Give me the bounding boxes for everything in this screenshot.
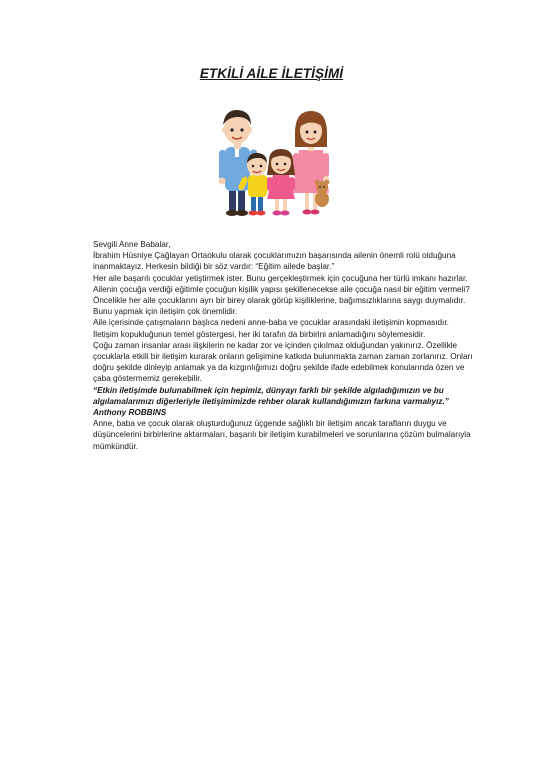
daughter-figure: [267, 149, 295, 216]
closing-paragraph: Anne, baba ve çocuk olarak oluşturduğunuz üçgende sağlıklı bir iletişim ancak tarafların duygu ve düşüncelerini birbirlerine aktarmaları, başarılı bir iletişim kurabilmeleri ve sorunlarına çözüm bulmalarıyla mümkündür.: [93, 419, 471, 451]
paragraph: Çoğu zaman insanlar arası ilişkilerin ne kadar zor ve içinden çıkılmaz olduğundan yakınırız. Özellikle çocuklarla etkili bir iletişim kurarak onların gelişimine katkıda bulunmakta zaman zaman zorlanırız. Onları doğru şekilde dinleyip anlamak ya da kızgınlığımızı doğru şekilde ifade edebilmek konularında özen ve çaba göstermemiz gerekebilir.: [93, 340, 473, 384]
letter-body: [93, 239, 473, 452]
document-title: ETKİLİ AİLE İLETİŞİMİ: [199, 66, 344, 81]
paragraph: Aile içerisinde çatışmaların başlıca nedeni anne-baba ve çocuklar arasındaki iletişimin kopmasıdır. İletişim kopukluğunun temel göstergesi, her iki tarafın da birbirini anlamadığını söylemesidir.: [93, 318, 449, 339]
paragraph: İbrahim Hüsniye Çağlayan Ortaokulu olarak çocuklarımızın başarısında ailenin önemli rolü olduğuna inanmaktayız. Herkesin bildiği bir söz vardır: “Eğitim ailede başlar.”: [93, 251, 456, 272]
family-illustration: [207, 95, 335, 223]
salutation: Sevgili Anne Babalar,: [93, 240, 171, 249]
quote: “Etkin iletişimde bulunabilmek için hepimiz, dünyayı farklı bir şekilde algıladığımızın ve bu algılamalarımızı diğerleriyle iletişimimizde rehber olarak kullandığımızın farkına varmalıyız.”: [93, 385, 449, 406]
quote-author: Anthony ROBBINS: [93, 408, 167, 418]
paragraph: Her aile başarılı çocuklar yetiştirmek ister. Bunu gerçekleştirmek için çocuğuna her türlü imkanı hazırlar. Ailenin çocuğa verdiği eğitimle çocuğun kişilik yapısı şekillenecekse aile çocuğa nasıl bir eğitim vermeli? Öncelikle her aile çocuklarını ayrı bir birey olarak görüp kişiliklerine, bağımsızlıklarına saygı duymalıdır. Bunu yapmak için iletişim çok önemlidir.: [93, 273, 470, 317]
